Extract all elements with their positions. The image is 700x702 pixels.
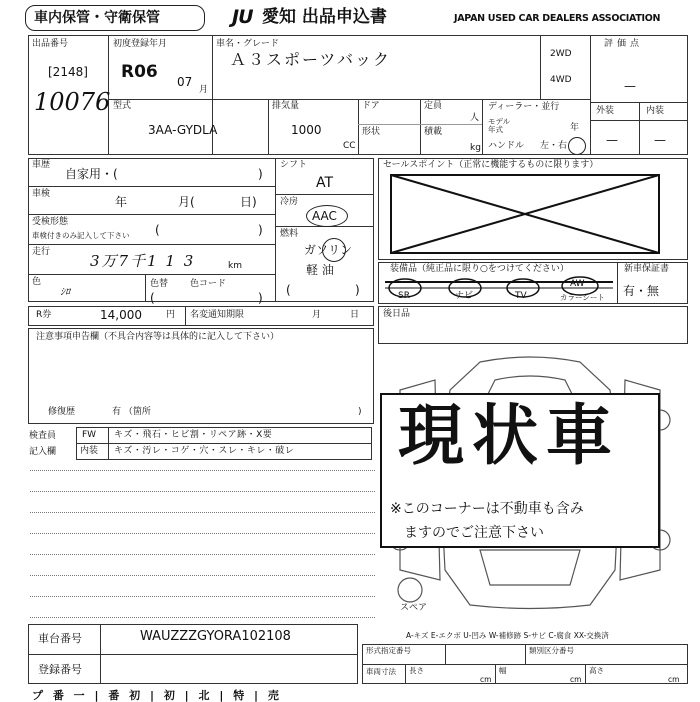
shift-value: AT — [316, 175, 334, 191]
recycle-amount: 14,000 — [100, 308, 142, 322]
inspector-fw-label: FW — [82, 430, 97, 440]
new-warranty-value: 有・無 — [623, 284, 660, 298]
model-year-label: モデル 年式 — [488, 117, 511, 134]
sales-point-crossed-box — [390, 174, 660, 254]
fuel-label: 燃料 — [280, 229, 299, 239]
fuel-gasoline: ガソリン — [304, 243, 353, 257]
color-label: 色 — [32, 277, 42, 287]
equipment-aw: AW — [570, 279, 585, 289]
load-label: 積載 — [424, 127, 443, 137]
aircon-label: 冷房 — [280, 197, 299, 207]
capacity-unit: 人 — [470, 113, 480, 123]
usage-label: 車歴 — [32, 160, 51, 170]
lot-number: 10076 — [34, 88, 111, 116]
inspector-int-label: 内装 — [80, 446, 99, 456]
certification-open: ( — [155, 223, 160, 237]
usage-value: 自家用・( — [65, 167, 118, 181]
form-title: 愛知 出品申込書 — [262, 7, 387, 27]
color-hand: ｼﾛ — [60, 287, 70, 298]
footer-fragment: プ 番 一 | 番 初 | 初 | 北 | 特 | 売 — [32, 689, 282, 702]
spec-width-cm: cm — [570, 675, 582, 684]
type-label: 型式 — [113, 101, 132, 111]
current-car-note-1: ※このコーナーは不動車も含み — [390, 501, 584, 517]
storage-stamp-text: 車内保管・守衛保管 — [34, 10, 160, 26]
displacement-label: 排気量 — [272, 101, 300, 111]
recycle-unit: 円 — [166, 310, 176, 320]
spec-class-label: 類別区分番号 — [529, 646, 574, 655]
notes-label: 注意事項申告欄（不具合内容等は具体的に記入して下さい） — [36, 332, 280, 342]
door-label: ドア — [362, 101, 380, 111]
handle-value: 左・右 — [540, 141, 568, 151]
fuel-close: ) — [355, 283, 360, 297]
score-label: 評価点 — [604, 39, 644, 49]
name-change-month: 月 — [312, 310, 322, 320]
current-car-title: 現状車 — [398, 396, 620, 474]
color-change-label: 色替 — [150, 279, 169, 289]
supplementary-label: 後日品 — [383, 309, 411, 319]
exterior-label: 外装 — [596, 106, 615, 116]
car-name-label: 車名・グレード — [216, 39, 280, 49]
interior-label: 内装 — [646, 106, 665, 116]
interior-value: — — [654, 133, 666, 147]
chassis-label: 車台番号 — [38, 632, 82, 645]
damage-legend: A-キズ E-エクボ U-凹み W-補修跡 S-サビ C-腐食 XX-交換済 — [406, 631, 609, 640]
registration-month: 07 — [177, 75, 193, 89]
drive-4wd: 4WD — [550, 75, 572, 85]
repair-value: 有 （箇所 — [112, 407, 151, 417]
spec-size-label: 車両寸法 — [366, 667, 396, 676]
type-value: 3AA-GYDLA — [148, 123, 218, 137]
equipment-strike — [385, 276, 615, 298]
inspector-label-1: 検査員 — [29, 431, 57, 441]
chassis-value: WAUZZZGYORA102108 — [140, 629, 291, 644]
registration-label: 初度登録年月 — [113, 39, 168, 49]
registration-year: R06 — [121, 62, 158, 82]
ju-logo: JU — [232, 6, 253, 28]
equipment-tv: TV — [515, 291, 527, 301]
model-year-unit: 年 — [570, 123, 580, 133]
repair-close: ) — [358, 407, 362, 417]
fuel-diesel: 軽 油 — [306, 263, 334, 277]
score-value: — — [624, 79, 636, 93]
inspector-int-items: キズ・汚レ・コゲ・穴・スレ・キレ・破レ — [114, 446, 295, 456]
equipment-label: 装備品（純正品に限り○をつけてください） — [390, 264, 569, 274]
lot-small-number: [2148] — [48, 65, 88, 79]
color-open: ( — [150, 291, 155, 305]
spec-length: 長さ — [409, 666, 424, 675]
form-subtitle: JAPAN USED CAR DEALERS ASSOCIATION — [454, 13, 661, 24]
fuel-circle — [322, 238, 346, 262]
inspection-label: 車検 — [32, 189, 51, 199]
color-code-label: 色コード — [190, 279, 227, 289]
inspector-fw-items: キズ・飛石・ヒビ割・リペア跡・X要 — [114, 430, 273, 440]
load-unit: kg — [470, 143, 481, 153]
equipment-color-seat: カラーシート — [560, 293, 605, 302]
name-change-day: 日 — [350, 310, 360, 320]
shape-label: 形状 — [362, 127, 381, 137]
equipment-sr: SR — [398, 291, 410, 301]
handle-label: ハンドル — [488, 141, 525, 151]
certification-label: 受検形態 — [32, 217, 69, 227]
name-change-label: 名変通知期限 — [190, 310, 245, 320]
inspection-day: 日) — [240, 195, 257, 209]
spec-shape-label: 形式指定番号 — [366, 646, 411, 655]
spare-label: スペア — [400, 603, 428, 613]
supplementary-items — [378, 306, 688, 344]
notes-block — [28, 328, 374, 424]
spec-width: 幅 — [499, 666, 507, 675]
color-close: ) — [258, 291, 263, 305]
mileage-value: 3万7千1 1 3 — [90, 252, 196, 270]
handle-circle — [568, 137, 586, 155]
aircon-value: AAC — [312, 209, 337, 223]
inspection-month: 月( — [178, 195, 195, 209]
mileage-label: 走行 — [32, 247, 51, 257]
car-name-value: Ａ３スポーツバック — [230, 50, 392, 69]
mileage-unit: km — [228, 261, 242, 271]
registration-month-unit: 月 — [199, 85, 209, 95]
current-car-note-2: ますのでご注意下さい — [404, 525, 544, 541]
spec-height-cm: cm — [668, 675, 680, 684]
certification-note: 車検付きのみ記入して下さい — [32, 231, 130, 240]
repair-label: 修復歴 — [48, 407, 76, 417]
displacement-value: 1000 — [291, 123, 322, 137]
usage-close: ) — [258, 167, 263, 181]
recycle-label: R券 — [36, 310, 52, 320]
dealer-label: ディーラー・並行 — [488, 102, 560, 112]
sales-point-label: セールスポイント（正常に機能するものに限ります） — [383, 160, 599, 170]
certification-close: ) — [258, 223, 263, 237]
capacity-label: 定員 — [424, 101, 443, 111]
drive-2wd: 2WD — [550, 49, 572, 59]
inspection-year: 年 — [115, 195, 128, 209]
spec-length-cm: cm — [480, 675, 492, 684]
lot-label: 出品番号 — [32, 39, 69, 49]
equipment-navi: ナビ — [455, 291, 474, 301]
fuel-open: ( — [286, 283, 291, 297]
displacement-unit: CC — [343, 141, 356, 151]
aircon-circle — [306, 205, 348, 227]
spec-height: 高さ — [589, 666, 604, 675]
exterior-value: — — [606, 133, 618, 147]
shift-label: シフト — [280, 160, 308, 170]
registration-no-label: 登録番号 — [38, 663, 82, 676]
new-warranty-label: 新車保証書 — [624, 264, 670, 274]
inspector-label-2: 記入欄 — [29, 447, 57, 457]
